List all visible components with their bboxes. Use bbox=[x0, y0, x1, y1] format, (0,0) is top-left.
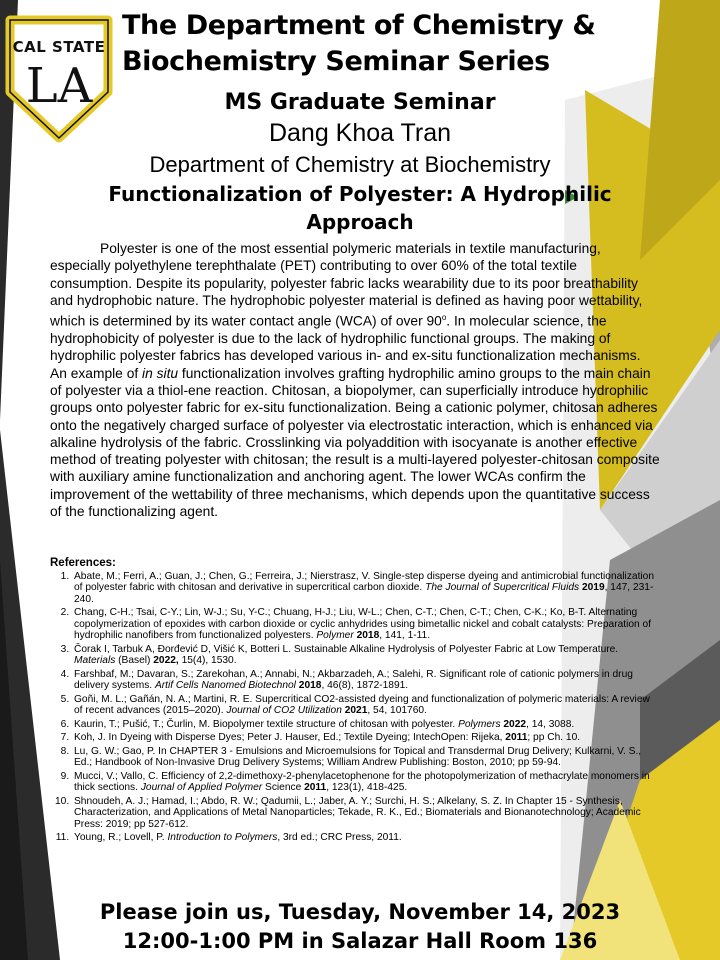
speaker-department: Department of Chemistry at Biochemistry bbox=[149, 152, 551, 177]
reference-item bbox=[72, 694, 660, 717]
reference-segment: 2022 bbox=[503, 718, 527, 730]
logo-text-calstate: CAL STATE bbox=[12, 38, 106, 56]
degree-superscript: o bbox=[441, 313, 447, 323]
reference-segment: Kaurin, T.; Pušić, T.; Čurlin, M. Biopolymer textile structure of chitosan with polyester. bbox=[74, 718, 459, 730]
reference-item bbox=[72, 607, 660, 642]
reference-segment: Materials bbox=[74, 655, 116, 666]
abstract bbox=[50, 240, 660, 520]
reference-item bbox=[72, 796, 660, 831]
reference-segment: Polymer bbox=[316, 630, 354, 641]
reference-segment: , 3rd ed.; CRC Press, 2011. bbox=[277, 832, 402, 843]
event-date: Please join us, Tuesday, November 14, 2023 bbox=[99, 900, 621, 924]
reference-item bbox=[72, 719, 660, 731]
talk-title bbox=[60, 180, 660, 236]
reference-segment: The Journal of Supercritical Fluids bbox=[425, 582, 580, 593]
reference-segment: , 141, 1-11. bbox=[379, 630, 431, 641]
event-details bbox=[0, 898, 720, 956]
reference-segment: Introduction to Polymers bbox=[167, 832, 278, 843]
series-title-line1: The Department of Chemistry & bbox=[122, 10, 596, 41]
reference-segment: 2011 bbox=[505, 732, 528, 743]
reference-segment: Polymers bbox=[458, 718, 501, 730]
reference-segment: Goñi, M. L.; Gañán, N. A.; Martini, R. E. Supercritical CO2-assisted dyeing and functionalization of polymeric materials: A review of recent advances (2015–2020). bbox=[74, 693, 650, 716]
reference-segment: 2018 bbox=[356, 630, 380, 641]
abstract-part1: Polyester is one of the most essential polymeric materials in textile manufacturing, especially polyethylene terephthalate (PET) contributing to over 60% of the total textile consumption. Despite its popularity, polyester fabric lacks wearability due to its poor breathability and hydrophobic nature. The hydrophobic polyester material is defined as having poor wettability, which is determined by its water contact angle (WCA) of over 90 bbox=[50, 241, 643, 329]
reference-segment: Chang, C-H.; Tsai, C-Y.; Lin, W-J.; Su, Y-C.; Chuang, H-J.; Liu, W-L.; Chen, C-T.; Chen, C-T.; Chen, C-K.; Ko, B-T. Alternating copolymerization of epoxides with carbon dioxide or cyclic anhydrides using bimetallic nickel and cobalt catalysts: Preparation of hydrophilic nanofibers from functionalized polyesters. bbox=[74, 607, 652, 641]
reference-segment: Mucci, V.; Vallo, C. Efficiency of 2,2-dimethoxy-2-phenylacetophenone for the photopolymerization of methacrylate monomers in thick sections. bbox=[74, 770, 650, 793]
reference-item bbox=[72, 832, 660, 844]
seminar-type: MS Graduate Seminar bbox=[224, 90, 496, 115]
reference-segment: , 147, 231-240. bbox=[74, 582, 654, 605]
reference-segment: Young, R.; Lovell, P. bbox=[74, 832, 168, 843]
reference-segment: 2018 bbox=[298, 680, 322, 691]
reference-item bbox=[72, 746, 660, 769]
reference-segment: Farshbaf, M.; Davaran, S.; Zarekohan, A.; Annabi, N.; Akbarzadeh, A.; Salehi, R. Significant role of cationic polymers in drug delivery systems. bbox=[74, 668, 633, 691]
reference-item bbox=[72, 771, 660, 794]
reference-item bbox=[72, 732, 660, 744]
reference-segment: 15(4), 1530. bbox=[178, 655, 237, 666]
reference-segment: 2022, bbox=[153, 655, 179, 666]
seminar-series-title bbox=[122, 8, 720, 80]
reference-segment: (Basel) bbox=[115, 655, 154, 666]
reference-segment: 2019 bbox=[581, 582, 605, 593]
reference-segment: Artif Cells Nanomed Biotechnol bbox=[154, 680, 296, 691]
reference-segment: , 54, 101760. bbox=[367, 705, 427, 716]
reference-segment: Journal of Applied Polymer bbox=[140, 782, 263, 793]
reference-segment: , 46(8), 1872-1891. bbox=[321, 680, 409, 691]
reference-segment: , 123(1), 418-425. bbox=[326, 782, 408, 793]
cal-state-la-logo bbox=[4, 14, 114, 144]
reference-segment: Čorak I, Tarbuk A, Đorđević D, Višić K, Botteri L. Sustainable Alkaline Hydrolysis of Polyester Fabric at Low Temperature. bbox=[74, 643, 619, 655]
reference-segment: , 14, 3088. bbox=[526, 718, 575, 730]
reference-segment: ; pp Ch. 10. bbox=[527, 732, 581, 743]
reference-item bbox=[72, 669, 660, 692]
references-heading: References: bbox=[50, 557, 116, 569]
references-list bbox=[50, 571, 660, 844]
reference-segment: 2021 bbox=[344, 705, 368, 716]
reference-segment: Journal of CO2 Utilization bbox=[226, 705, 342, 716]
reference-item bbox=[72, 571, 660, 606]
abstract-part3: functionalization involves grafting hydrophilic amino groups to the main chain of polyester via a thiol-ene reaction. Chitosan, a biopolymer, can superficially introduce hydrophilic groups onto polyester fabric for ex-situ functionalization. Being a cationic polymer, chitosan adheres onto the negatively charged surface of polyester via electrostatic interaction, which is enhanced via alkaline hydrolysis of the fabric. Crosslinking via polyaddition with isocyanate is another effective method of treating polyester with chitosan; the result is a multi-layered polyester-chitosan composite with auxiliary amine functionalization and anchoring agent. The lower WCAs confirm the improvement of the wettability of three mechanisms, which depends upon the quantitative success of the functionalizing agent. bbox=[50, 365, 660, 520]
references-section bbox=[50, 558, 660, 846]
reference-segment: Abate, M.; Ferri, A.; Guan, J.; Chen, G.; Ferreira, J.; Nierstrasz, V. Single-step disperse dyeing and antimicrobial functionalization of polyester fabric with chitosan and derivative in supercritical carbon dioxide. bbox=[74, 570, 655, 593]
series-title-line2: Biochemistry Seminar Series bbox=[122, 46, 550, 77]
reference-segment: Shnoudeh, A. J.; Hamad, I.; Abdo, R. W.; Qadumii, L.; Jaber, A. Y.; Surchi, H. S.; Alkelany, S. Z. In Chapter 15 - Synthesis, Characterization, and Applications of Metal Nanoparticles; Tekade, R. K., Ed.; Biomaterials and Bionanotechnology; Academic Press: 2019; pp 527-612. bbox=[74, 795, 641, 830]
abstract-part2: . In molecular science, the hydrophobicity of polyester is due to the lack of hydrophilic functional groups. The making of hydrophilic polyester fabrics has developed various in- and ex-situ functionalization mechanisms. An example of bbox=[50, 313, 641, 381]
reference-segment: 2011 bbox=[304, 782, 327, 793]
speaker-name: Dang Khoa Tran bbox=[268, 119, 452, 147]
logo-text-la: LA bbox=[25, 58, 93, 114]
reference-segment: Koh, J. In Dyeing with Disperse Dyes; Peter J. Hauser, Ed.; Textile Dyeing; IntechOpen: Rijeka, bbox=[74, 732, 506, 743]
talk-title-line1: Functionalization of Polyester: A Hydrophilic bbox=[108, 182, 612, 206]
reference-segment: Science bbox=[262, 782, 305, 793]
talk-title-line2: Approach bbox=[306, 210, 414, 234]
reference-segment: Lu, G. W.; Gao, P. In CHAPTER 3 - Emulsions and Microemulsions for Topical and Transdermal Drug Delivery; Kulkarni, V. S., Ed.; Handbook of Non-Invasive Drug Delivery Systems; William Andrew Publishing: Boston, 2010; pp 59-94. bbox=[74, 745, 642, 768]
reference-item bbox=[72, 644, 660, 667]
abstract-insitu: in situ bbox=[142, 365, 179, 381]
event-time-location: 12:00-1:00 PM in Salazar Hall Room 136 bbox=[122, 929, 598, 953]
